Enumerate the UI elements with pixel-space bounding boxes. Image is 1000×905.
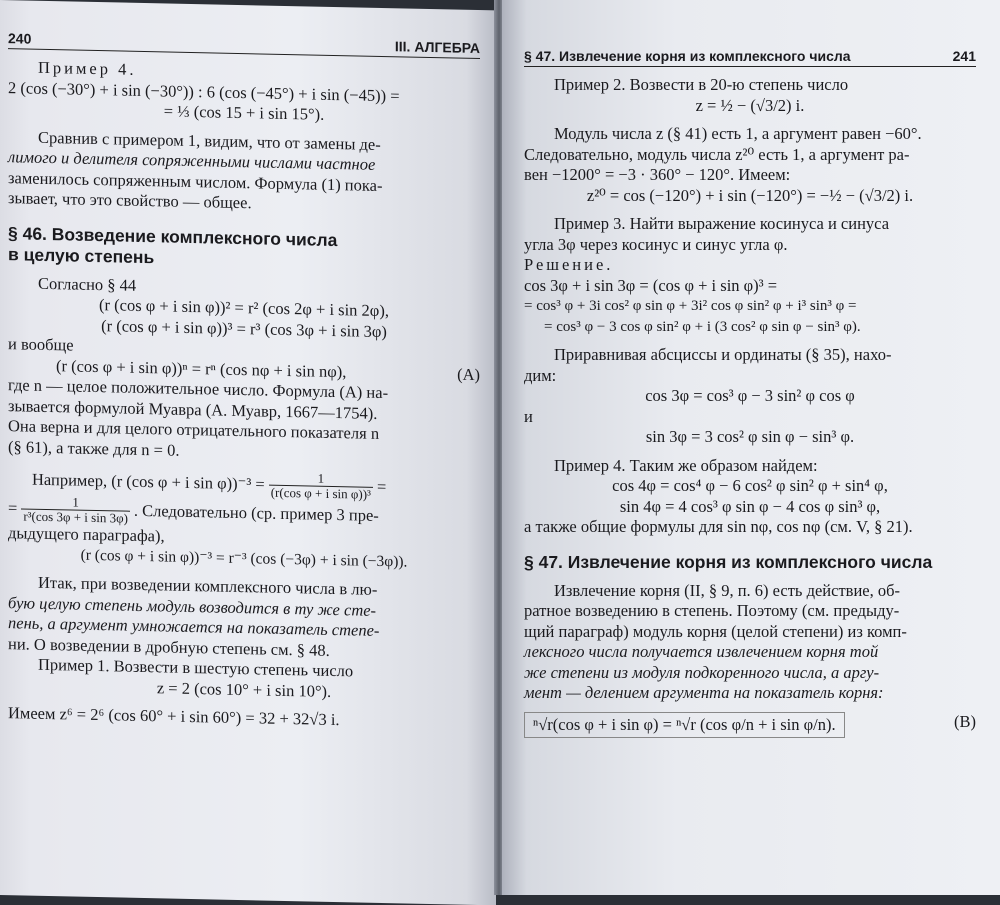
formula-line: cos 3φ + i sin 3φ = (cos φ + i sin φ)³ =: [524, 275, 778, 295]
formula-line: (r (cos φ + i sin φ))⁻³ = r⁻³ (cos (−3φ) + i sin (−3φ)).: [80, 546, 408, 571]
formula-a: (r (cos φ + i sin φ))ⁿ = rⁿ (cos nφ + i sin nφ),: [56, 355, 347, 381]
text-line: Пример 3. Найти выражение косинуса и синуса: [554, 214, 890, 233]
text-line: Она верна и для целого отрицательного показателя n: [8, 416, 380, 443]
formula-line: z = ½ − (√3/2) i.: [695, 95, 805, 115]
boxed-formula: ⁿ√r(cos φ + i sin φ) = ⁿ√r (cos φ/n + i sin φ/n).: [524, 712, 845, 739]
text-line: ни. О возведении в дробную степень см. § 48.: [8, 633, 330, 660]
text-line: вен −1200° = −3 · 360° − 120°. Имеем:: [524, 165, 791, 184]
text-line: Пример 2. Возвести в 20-ю степень число: [554, 75, 849, 94]
text-line: заменилось сопряженным числом. Формула (1) пока-: [8, 167, 383, 195]
fraction: [21, 494, 130, 525]
formula-line: Имеем z⁶ = 2⁶ (cos 60° + i sin 60°) = 32 + 32√3 i.: [8, 703, 340, 730]
text-line: Приравнивая абсциссы и ординаты (§ 35), нахо-: [554, 345, 892, 364]
formula-line: = cos³ φ + 3i cos² φ sin φ + 3i² cos φ sin² φ + i³ sin³ φ =: [524, 298, 857, 314]
text-line: Следовательно, модуль числа z²⁰ есть 1, а аргумент ра-: [524, 144, 910, 164]
formula-line: (r (cos φ + i sin φ))² = r² (cos 2φ + i sin 2φ),: [99, 295, 389, 321]
formula-line: cos 3φ = cos³ φ − 3 sin² φ cos φ: [645, 386, 855, 405]
text-line: и: [524, 406, 533, 426]
text-line: угла 3φ через косинус и синус угла φ.: [524, 234, 788, 254]
formula-line: cos 4φ = cos⁴ φ − 6 cos² φ sin² φ + sin⁴ φ,: [612, 476, 888, 495]
formula-line: sin 3φ = 3 cos² φ sin φ − sin³ φ.: [645, 427, 855, 446]
text-line: ратное возведению в степень. Поэтому (см. предыду-: [524, 601, 900, 620]
denominator: (r(cos φ + i sin φ))³: [270, 484, 371, 502]
right-header: [524, 48, 976, 67]
text-line: мент — делением аргумента на показатель корня:: [524, 683, 884, 702]
section-heading: в целую степень: [8, 243, 155, 267]
text-line: же степени из модуля подкоренного числа, а аргу-: [524, 662, 880, 682]
text-line: пень, а аргумент умножается на показатель степе-: [8, 613, 380, 640]
denominator: r³(cos 3φ + i sin 3φ): [23, 508, 128, 526]
text-line: (§ 61), а также для n = 0.: [8, 436, 180, 460]
formula-tag: (B): [954, 711, 976, 731]
right-page: [502, 0, 1000, 895]
text-line: где n — целое положительное число. Формула (A) на-: [8, 375, 389, 403]
formula-line: z²⁰ = cos (−120°) + i sin (−120°) = −½ − (√3/2) i.: [586, 185, 914, 205]
formula-line: = ⅓ (cos 15 + i sin 15°).: [163, 101, 325, 124]
text-line: Итак, при возведении комплексного числа в лю-: [38, 572, 378, 599]
left-page-number: 240: [8, 30, 32, 47]
formula-line: z = 2 (cos 10° + i sin 10°).: [156, 677, 332, 701]
formula-line: = cos³ φ − 3 cos φ sin² φ + i (3 cos² φ sin φ − sin³ φ).: [544, 318, 861, 335]
text-line: а также общие формулы для sin nφ, cos nφ (см. V, § 21).: [524, 517, 913, 536]
right-page-number: 241: [952, 48, 976, 64]
numerator: 1: [269, 471, 373, 488]
section-heading: § 47. Извлечение корня из комплексного числа: [524, 551, 933, 572]
formula-text: . Следовательно (ср. пример 3 пре-: [133, 501, 379, 526]
text-line: лимого и делителя сопряженными числами частное: [8, 147, 376, 174]
text-line: Согласно § 44: [38, 273, 137, 295]
text-line: Сравнив с примером 1, видим, что от замены де-: [38, 127, 381, 154]
formula-line: 2 (cos (−30°) + i sin (−30°)) : 6 (cos (−45°) + i sin (−45)) =: [8, 77, 400, 105]
left-running-head: III. АЛГЕБРА: [394, 38, 480, 57]
formula-row: [524, 712, 976, 739]
text-line: Извлечение корня (II, § 9, п. 6) есть действие, об-: [554, 580, 901, 600]
left-page: [0, 0, 496, 905]
formula-text: =: [376, 477, 387, 497]
formula-text: Например, (r (cos φ + i sin φ))⁻³ =: [32, 469, 265, 494]
text-line: бую целую степень модуль возводится в ту же сте-: [8, 592, 377, 620]
text-line: зывает, что это свойство — общее.: [8, 188, 252, 213]
formula-line: sin 4φ = 4 cos³ φ sin φ − 4 cos φ sin³ φ,: [619, 496, 881, 516]
text-line: дим:: [524, 365, 557, 385]
text-line: Решение.: [524, 255, 614, 274]
right-running-head: § 47. Извлечение корня из комплексного числа: [524, 48, 851, 64]
text-line: и вообще: [8, 334, 74, 355]
text-line: зывается формулой Муавра (А. Муавр, 1667—1754).: [8, 395, 378, 423]
numerator: 1: [21, 494, 130, 511]
text-line: дыдущего параграфа),: [8, 523, 165, 546]
text-line: лексного числа получается извлечением корня той: [524, 642, 879, 661]
section-heading: § 46. Возведение комплексного числа: [8, 222, 338, 250]
text-line: щий параграф) модуль корня (целой степени) из комп-: [524, 621, 907, 641]
text-line: Пример 4. Таким же образом найдем:: [554, 455, 818, 475]
text-line: Пример 1. Возвести в шестую степень число: [38, 654, 354, 681]
formula-line: (r (cos φ + i sin φ))³ = r³ (cos 3φ + i sin 3φ): [101, 315, 387, 341]
fraction: [269, 471, 373, 502]
formula-tag: (A): [457, 364, 480, 384]
example-label: Пример 4.: [38, 57, 137, 79]
left-header: [8, 30, 480, 59]
formula-text: =: [8, 498, 18, 518]
text-line: Модуль числа z (§ 41) есть 1, а аргумент равен −60°.: [554, 124, 922, 143]
